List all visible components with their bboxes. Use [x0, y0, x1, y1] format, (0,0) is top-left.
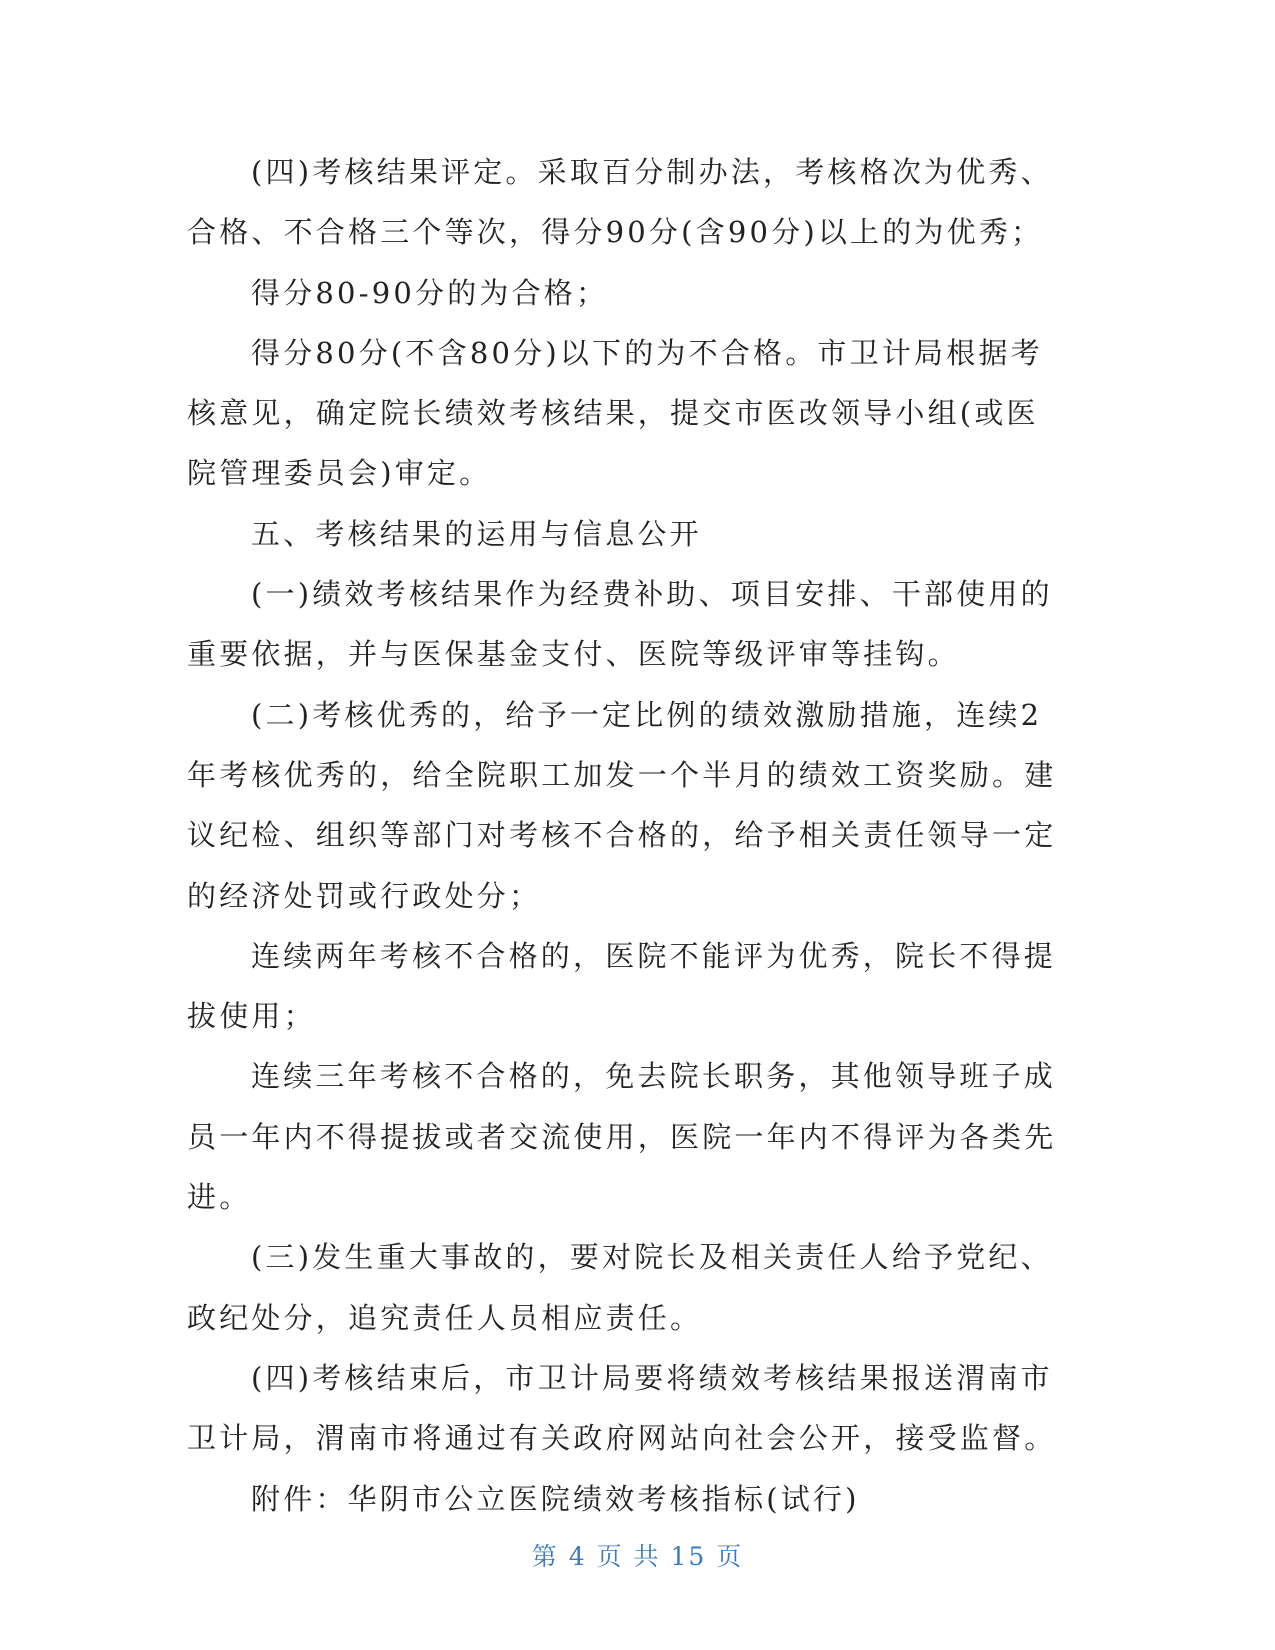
- page-number-footer: 第 4 页 共 15 页: [531, 1542, 744, 1571]
- paragraph-qualified-score: 得分80-90分的为合格；: [251, 275, 609, 310]
- paragraph-excellent-incentives: (二)考核优秀的，给予一定比例的绩效激励措施，连续2年考核优秀的，给全院职工加发一个半月的绩效工资奖励。建议纪检、组织等部门对考核不合格的，给予相关责任领导一定的经济处罚或行政处分；: [187, 697, 1057, 913]
- paragraph-attachment: 附件：华阴市公立医院绩效考核指标(试行): [251, 1481, 860, 1516]
- paragraph-results-basis: (一)绩效考核结果作为经费补助、项目安排、干部使用的重要依据，并与医保基金支付、医院等级评审等挂钩。: [187, 577, 1053, 672]
- paragraph-unqualified-score: 得分80分(不含80分)以下的为不合格。市卫计局根据考核意见，确定院长绩效考核结果，提交市医改领导小组(或医院管理委员会)审定。: [187, 335, 1043, 491]
- paragraph-two-years-unqualified: 连续两年考核不合格的，医院不能评为优秀，院长不得提拔使用；: [187, 938, 1057, 1034]
- document-body: [187, 142, 1067, 1529]
- section-heading-results-usage: 五、考核结果的运用与信息公开: [251, 516, 702, 551]
- paragraph-assessment-rating: (四)考核结果评定。采取百分制办法，考核格次为优秀、合格、不合格三个等次，得分90分(含90分)以上的为优秀；: [187, 155, 1053, 250]
- paragraph-public-disclosure: (四)考核结束后，市卫计局要将绩效考核结果报送渭南市卫计局，渭南市将通过有关政府网站向社会公开，接受监督。: [187, 1360, 1057, 1456]
- paragraph-major-accident: (三)发生重大事故的，要对院长及相关责任人给予党纪、政纪处分，追究责任人员相应责任。: [187, 1240, 1053, 1335]
- paragraph-three-years-unqualified: 连续三年考核不合格的，免去院长职务，其他领导班子成员一年内不得提拔或者交流使用，医院一年内不得评为各类先进。: [187, 1059, 1057, 1215]
